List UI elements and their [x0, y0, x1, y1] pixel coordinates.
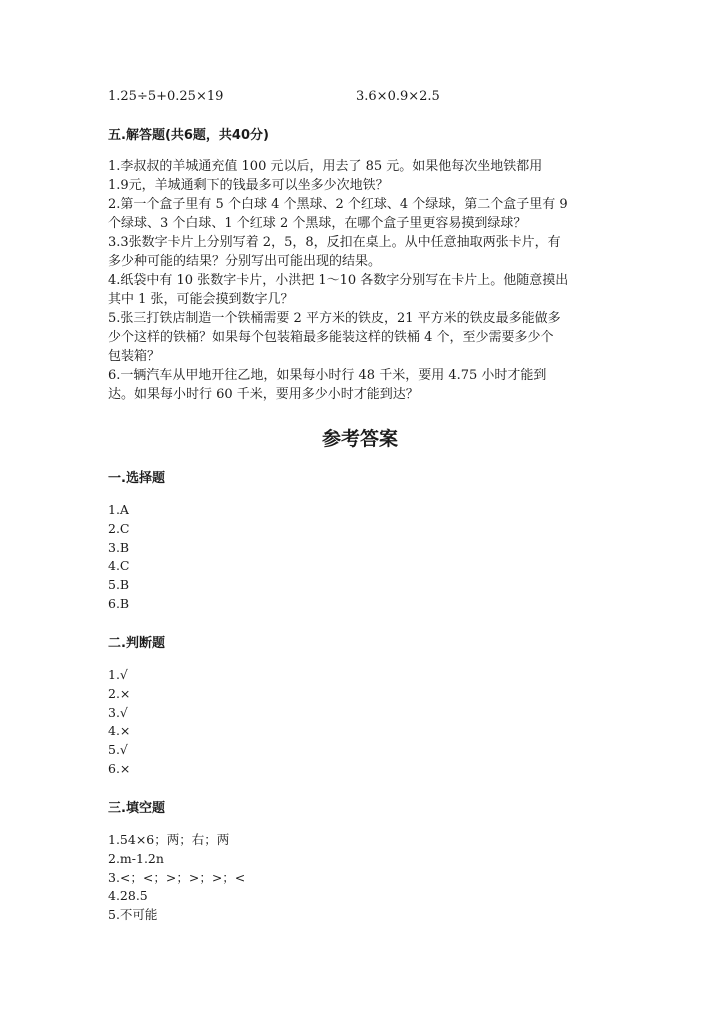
list-item: 5.B [108, 577, 130, 593]
list-item: 6.B [108, 595, 130, 611]
list-item: 6.× [108, 760, 131, 776]
list-item: 4.28.5 [108, 888, 148, 904]
calculation-left: 1.25÷5+0.25×19 [108, 89, 224, 104]
problem-line: 达。如果每小时行 60 千米，要用多少小时才能到达？ [108, 387, 419, 402]
problem-line: 少个这样的铁桶？如果每个包装箱最多能装这样的铁桶 4 个，至少需要多少个 [108, 330, 554, 345]
choice-section-title: 一.选择题 [108, 471, 165, 486]
problem-line: 5.张三打铁店制造一个铁桶需要 2 平方米的铁皮，21 平方米的铁皮最多能做多 [108, 311, 561, 326]
fill-answer-list [108, 831, 245, 925]
list-item: 4.C [108, 558, 130, 574]
list-item: 1.A [108, 502, 129, 517]
list-item: 2.× [108, 685, 131, 701]
list-item: 3.B [108, 539, 130, 555]
list-item: 3.<；<；>；>；>；< [108, 869, 246, 885]
problem-line: 3.3张数字卡片上分别写着 2，5，8，反扣在桌上。从中任意抽取两张卡片，有 [108, 235, 561, 250]
list-item: 2.m-1.2n [108, 850, 164, 866]
list-item: 4.× [108, 723, 131, 739]
problem-line: 其中 1 张，可能会摸到数字几？ [108, 292, 294, 307]
choice-answer-list [108, 501, 130, 614]
answers-title: 参考答案 [321, 428, 398, 450]
problem-line: 1.9元，羊城通剩下的钱最多可以坐多少次地铁？ [108, 178, 389, 193]
fill-section-title: 三.填空题 [108, 801, 165, 816]
problem-line: 1.李叔叔的羊城通充值 100 元以后，用去了 85 元。如果他每次坐地铁都用 [108, 159, 543, 174]
problem-line: 包装箱？ [108, 349, 161, 364]
judge-answer-list [108, 666, 130, 779]
judge-section-title: 二.判断题 [108, 636, 165, 651]
problem-line: 个绿球、3 个白球、1 个红球 2 个黑球，在哪个盒子里更容易摸到绿球？ [108, 216, 527, 231]
calculation-right: 3.6×0.9×2.5 [356, 89, 440, 104]
list-item: 1.√ [108, 667, 128, 682]
problem-line: 多少种可能的结果？分别写出可能出现的结果。 [108, 254, 382, 269]
list-item: 5.不可能 [108, 907, 158, 923]
problem-line: 2.第一个盒子里有 5 个白球 4 个黑球、2 个红球、4 个绿球，第二个盒子里有 9 [108, 197, 568, 212]
section-five-title: 五.解答题(共6题，共40分) [108, 128, 269, 143]
problem-line: 4.纸袋中有 10 张数字卡片，小洪把 1～10 各数字分别写在卡片上。他随意摸出 [108, 273, 569, 288]
list-item: 5.√ [108, 742, 128, 758]
list-item: 2.C [108, 520, 130, 536]
list-item: 1.54×6；两；右；两 [108, 832, 230, 847]
list-item: 3.√ [108, 704, 128, 720]
problem-line: 6.一辆汽车从甲地开往乙地，如果每小时行 48 千米，要用 4.75 小时才能到 [108, 368, 547, 383]
